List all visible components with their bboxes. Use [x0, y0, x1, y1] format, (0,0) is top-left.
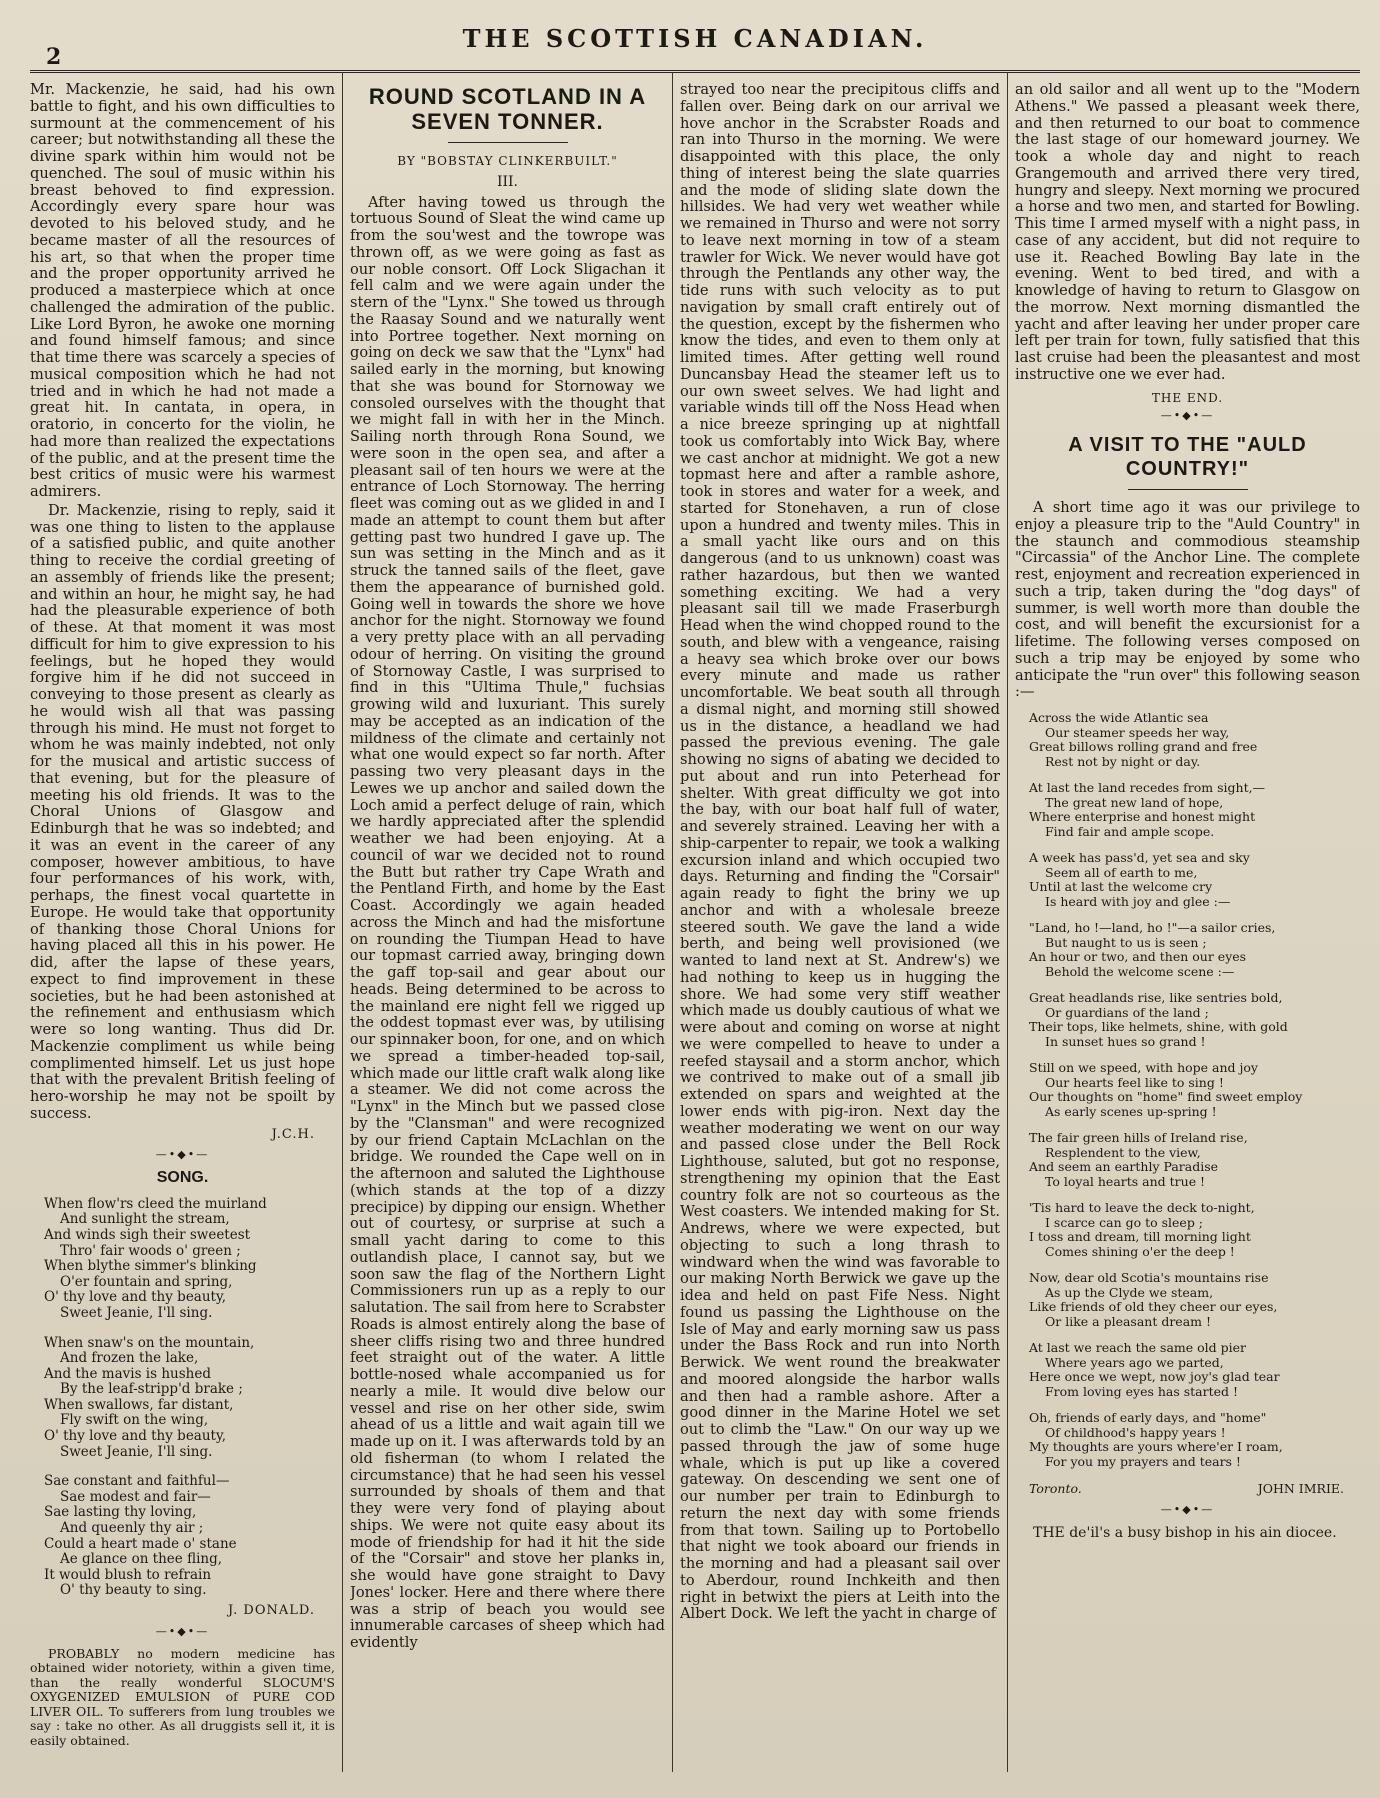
verse-line: Great headlands rise, like sentries bold,	[1029, 990, 1283, 1005]
verse-line: The fair green hills of Ireland rise,	[1029, 1130, 1248, 1145]
verse-line: Where enterprise and honest might	[1029, 809, 1256, 824]
verse-line: I toss and dream, till morning light	[1029, 1229, 1251, 1244]
stanza	[1029, 1061, 1360, 1119]
verse-line: O'er fountain and spring,	[60, 1273, 233, 1290]
verse-line: Sweet Jeanie, I'll sing.	[60, 1304, 213, 1321]
verse-line: Great billows rolling grand and free	[1029, 739, 1258, 754]
poem-author: JOHN IMRIE.	[1257, 1481, 1344, 1496]
verse-line: From loving eyes has started !	[1045, 1383, 1239, 1399]
masthead: THE SCOTTISH CANADIAN.	[462, 24, 928, 53]
verse-line: When flow'rs cleed the muirland	[44, 1195, 267, 1212]
stanza	[44, 1474, 335, 1599]
verse-line: An hour or two, and then our eyes	[1029, 949, 1247, 964]
verse-line: "Land, ho !—land, ho !"—a sailor cries,	[1029, 920, 1276, 935]
stanza	[44, 1336, 335, 1461]
title-rule	[448, 142, 568, 143]
verse-line: Ae glance on thee fling,	[60, 1551, 223, 1568]
verse-line: Sae modest and fair—	[60, 1488, 211, 1505]
verse-line: Behold the welcome scene :—	[1045, 963, 1235, 979]
song-verse	[44, 1197, 335, 1599]
verse-line: For you my prayers and tears !	[1045, 1453, 1241, 1469]
verse-line: Where years ago we parted,	[1045, 1354, 1224, 1370]
verse-line: Still on we speed, with hope and joy	[1029, 1060, 1258, 1075]
stanza	[1029, 1271, 1360, 1329]
article-title: ROUND SCOTLAND IN A SEVEN TONNER.	[368, 84, 647, 134]
verse-line: Sweet Jeanie, I'll sing.	[60, 1443, 213, 1460]
verse-line: Or like a pleasant dream !	[1045, 1313, 1212, 1329]
verse-line: Resplendent to the view,	[1045, 1144, 1201, 1160]
page-number: 2	[46, 44, 62, 70]
verse-line: Until at last the welcome cry	[1029, 879, 1213, 894]
verse-line: Their tops, like helmets, shine, with gold	[1029, 1019, 1288, 1034]
verse-line: Is heard with joy and glee :—	[1045, 893, 1231, 909]
poem-signature	[1029, 1481, 1344, 1498]
verse-line: And seem an earthly Paradise	[1029, 1159, 1219, 1174]
poem	[1029, 711, 1360, 1469]
stanza	[1029, 851, 1360, 909]
article-intro: A short time ago it was our privilege to enjoy a pleasure trip to the "Auld Country" in the staunch and commodious steamship "Circassia" of the Anchor Line. The complete rest, enjoyment and recreation experienced in such a trip, taken during the "dog days" of summer, is well worth more than double the cost, and will benefit the excursionist for a lifetime. The following verses composed on such a trip may be enjoyed by some who anticipate the "run over" this following season :—	[1015, 499, 1360, 701]
article-byline: BY "BOBSTAY CLINKERBUILT."	[397, 154, 618, 168]
verse-line: Of childhood's happy years !	[1045, 1424, 1226, 1440]
verse-line: In sunset hues so grand !	[1045, 1033, 1206, 1049]
column-rule	[1007, 72, 1008, 1772]
verse-line: Rest not by night or day.	[1045, 753, 1201, 769]
poem-place: Toronto.	[1029, 1481, 1082, 1496]
verse-line: Sae lasting thy loving,	[44, 1504, 197, 1521]
verse-line: And sunlight the stream,	[60, 1211, 230, 1228]
the-end-label: THE END.	[1151, 390, 1224, 405]
verse-line: The great new land of hope,	[1045, 794, 1224, 810]
verse-line: Comes shining o'er the deep !	[1045, 1243, 1235, 1259]
ornament-divider: —•◆•—	[155, 1148, 210, 1162]
verse-line: When blythe simmer's blinking	[44, 1258, 257, 1275]
ornament-divider: —•◆•—	[1160, 1502, 1215, 1516]
verse-line: By the leaf-stripp'd brake ;	[60, 1381, 243, 1398]
ornament-divider: —•◆•—	[155, 1624, 210, 1638]
verse-line: And the mavis is hushed	[44, 1365, 211, 1382]
stanza	[1029, 1341, 1360, 1399]
verse-line: And frozen the lake,	[60, 1350, 199, 1367]
verse-line: To loyal hearts and true !	[1045, 1173, 1206, 1189]
article-body-continued: an old sailor and all went up to the "Modern Athens." We passed a pleasant week there, and then returned to our boat to commence the last stage of our homeward journey. We took a whole day and night to reach Grangemouth and arrived there very tired, hungry and sleepy. Next morning we procured a horse and two men, and started for Bowling. This time I armed myself with a night pass, in case of any accident, but did not require to use it. Reached Bowling Bay late in the evening. Went to bed tired, and with a knowledge of having to return to Glasgow on the morrow. Next morning dismantled the yacht and after leaving her under proper care left per train for town, fully satisfied that this last cruise had been the pleasantest and most instructive one we ever had.	[1015, 82, 1360, 383]
verse-line: Or guardians of the land ;	[1045, 1004, 1209, 1020]
verse-line: 'Tis hard to leave the deck to-night,	[1029, 1200, 1255, 1215]
verse-line: Like friends of old they cheer our eyes,	[1029, 1299, 1278, 1314]
article-paragraph: Mr. Mackenzie, he said, had his own battle to fight, and his own difficulties to surmount at the commencement of his career; but notwithstanding all these the divine spark within him would not be quenched. The soul of music within his breast behoved to find expression. Accordingly every spare hour was devoted to his beloved study, and he became master of all the resources of his art, so that when the proper time and the proper opportunity arrived he produced a masterpiece which at once challenged the admiration of the public. Like Lord Byron, he awoke one morning and found himself famous; and since that time there was scarcely a species of musical composition which he had not tried and in which he had not made a great hit. In cantata, in opera, in oratorio, in concerto for the violin, he had more than realized the expectations of the public, and at the present time the best critics of music were his warmest admirers.	[30, 82, 335, 500]
article-part-number: III.	[496, 173, 519, 190]
stanza	[1029, 1131, 1360, 1189]
verse-line: O' thy beauty to sing.	[60, 1582, 207, 1599]
verse-line: Sae constant and faithful—	[44, 1473, 230, 1490]
stanza	[1029, 991, 1360, 1049]
verse-line: Thro' fair woods o' green ;	[60, 1242, 241, 1259]
verse-line: And queenly thy air ;	[60, 1520, 204, 1537]
song-signature: J. DONALD.	[227, 1603, 315, 1618]
verse-line: Our steamer speeds her way,	[1045, 724, 1230, 740]
verse-line: Now, dear old Scotia's mountains rise	[1029, 1270, 1269, 1285]
article-paragraph: Dr. Mackenzie, rising to reply, said it was one thing to listen to the applause of a satisfied public, and quite another thing to receive the cordial greeting of an assembly of friends like the present; and within an hour, he might say, he had had the pleasurable experience of both of these. At that moment it was most difficult for him to give expression to his feelings, but he hoped they would forgive him if he did not succeed in conveying to those present as clearly as he would wish all that was passing through his mind. He must not forget to whom he was mainly indebted, not only for the musical and artistic success of that evening, but for the pleasure of meeting his old friends. It was to the Choral Unions of Glasgow and Edinburgh that he was so indebted; and it was an event in the career of any composer, however ambitious, to have four performances of his work, with, perhaps, the finest vocal quartette in Europe. He would take that opportunity of thanking those Choral Unions for having placed all this in his power. He did, after the lapse of these years, expect to find improvement in these societies, but he had been astonished at the refinement and enthusiasm which were so long wanting. Thus did Dr. Mackenzie compliment us while being complimented himself. Let us just hope that with the prevalent British feeling of hero-worship he may not be spoilt by success.	[30, 501, 335, 1122]
verse-line: And winds sigh their sweetest	[44, 1226, 251, 1243]
column-3	[680, 82, 1000, 1778]
verse-line: Fly swift on the wing,	[60, 1412, 209, 1429]
verse-line: Could a heart made o' stane	[44, 1535, 237, 1552]
verse-line: Across the wide Atlantic sea	[1029, 710, 1209, 725]
column-2	[350, 82, 665, 1778]
verse-line: Here once we wept, now joy's glad tear	[1029, 1369, 1280, 1384]
column-1	[30, 82, 335, 1778]
column-4	[1015, 82, 1360, 1778]
article-body: After having towed us through the tortuous Sound of Sleat the wind came up from the sou'west and the towrope was thrown off, as we were going as fast as our noble consort. Off Lock Sligachan it fell calm and we were again under the stern of the "Lynx." She towed us through the Raasay Sound and we naturally went into Portree together. Next morning on going on deck we saw that the "Lynx" had sailed early in the morning, but knowing that she was bound for Stornoway we consoled ourselves with the thought that we might fall in with her in the Minch. Sailing north through Rona Sound, we were soon in the open sea, and after a pleasant sail of ten hours we were at the entrance of Loch Stornoway. The herring fleet was coming out as we glided in and I made an attempt to count them but after getting past two hundred I gave up. The sun was setting in the Minch and as it struck the tanned sails of the fleet, gave them the appearance of burnished gold. Going well in towards the shore we hove anchor for the night. Stornoway we found a very pretty place with an all pervading odour of herring. On visiting the ground of Stornoway Castle, I was surprised to find in this "Ultima Thule," fuchsias growing wild and luxuriant. This surely may be accepted as an indication of the mildness of the climate and certainly not what one would expect so far north. After passing two very pleasant days in the Lewes we up anchor and sailed down the Loch amid a perfect deluge of rain, which we hardly appreciated after the splendid weather we had been enjoying. At a council of war we decided not to round the Butt but rather try Cape Wrath and the Pentland Firth, and home by the East Coast. Accordingly we again headed across the Minch and had the misfortune on rounding the Tiumpan Head to have our topmast carried away, bringing down the gaff top-sail and gear about our heads. Being determined to be across to the mainland ere night fell we rigged up the oddest topmast ever was, by utilising our spinnaker boon, for one, and on which we spread a timber-headed top-sail, which made our little craft walk along like a steamer. We did not come across the "Lynx" in the Minch but we passed close by the "Clansman" and were recognized by our friend Captain McLachlan on the bridge. We rounded the Cape well on in the afternoon and saluted the Lighthouse (which stands at the top of a dizzy precipice) by dipping our ensign. Whether out of courtesy, or surprise at such a small yacht daring to come to this outlandish place, I cannot say, but we soon saw the flag of the Northern Light Commissioners run up as a reply to our salutation. The sail from here to Scrabster Roads is almost entirely along the base of sheer cliffs rising two and three hundred feet straight out of the water. A little bottle-nosed whale accompanied us for nearly a mile. It would dive below our vessel and rise on her other side, swim ahead of us a little and wait again till we made up on it. I was afterwards told by an old fisherman (to whom I related the circumstance) that he had seen his vessel surrounded by shoals of them and that they were very fond of playing about ships. We were not quite easy about its mode of friendship for had it hit the side of the "Corsair" and stove her planks in, she would have gone straight to Davy Jones' locker. Here and there where there was a strip of beach you would see innumerable carcases of sheep which had evidently	[350, 193, 665, 1651]
verse-line: Oh, friends of early days, and "home"	[1029, 1410, 1267, 1425]
article-signature: J.C.H.	[271, 1126, 315, 1142]
verse-line: Find fair and ample scope.	[1045, 823, 1215, 839]
verse-line: A week has pass'd, yet sea and sky	[1029, 850, 1250, 865]
stanza	[1029, 711, 1360, 769]
verse-line: At last the land recedes from sight,—	[1029, 780, 1266, 795]
verse-line: As up the Clyde we steam,	[1045, 1284, 1214, 1300]
verse-line: O' thy love and thy beauty,	[44, 1289, 227, 1306]
verse-line: My thoughts are yours where'er I roam,	[1029, 1439, 1283, 1454]
verse-line: At last we reach the same old pier	[1029, 1340, 1246, 1355]
stanza	[44, 1197, 335, 1322]
stanza	[1029, 921, 1360, 979]
verse-line: Our hearts feel like to sing !	[1045, 1074, 1224, 1090]
page-header	[30, 18, 1360, 73]
verse-line: As early scenes up-spring !	[1045, 1103, 1217, 1119]
verse-line: O' thy love and thy beauty,	[44, 1428, 227, 1445]
article-title: A VISIT TO THE "AULD COUNTRY!"	[1068, 434, 1307, 480]
stanza	[1029, 781, 1360, 839]
advertisement: PROBABLY no modern medicine has obtained wider notoriety, within a given time, than the really wonderful SLOCUM'S OXYGENIZED EMULSION of PURE COD LIVER OIL. To sufferers from lung troubles we say : take no other. As all druggists sell it, it is easily obtained.	[30, 1645, 335, 1748]
verse-line: But naught to us is seen ;	[1045, 934, 1207, 950]
verse-line: Seem all of earth to me,	[1045, 864, 1198, 880]
song-title: SONG.	[156, 1169, 209, 1186]
column-rule	[672, 72, 673, 1772]
verse-line: Our thoughts on "home" find sweet employ	[1029, 1089, 1303, 1104]
ornament-divider: —•◆•—	[1160, 409, 1215, 423]
verse-line: It would blush to refrain	[44, 1566, 212, 1583]
verse-line: When swallows, far distant,	[44, 1396, 234, 1413]
closing-proverb: THE de'il's a busy bishop in his ain diocee.	[1033, 1524, 1337, 1541]
verse-line: I scarce can go to sleep ;	[1045, 1214, 1204, 1230]
column-rule	[342, 72, 343, 1772]
verse-line: When snaw's on the mountain,	[44, 1334, 255, 1351]
title-rule	[1128, 489, 1248, 490]
article-body-continued: strayed too near the precipitous cliffs and fallen over. Being dark on our arrival we hove anchor in the Scrabster Roads and ran into Thurso in the morning. We were disappointed with this place, the only thing of interest being the slate quarries and the mode of sliding slate down the hillsides. We had very wet weather while we remained in Thurso and were not sorry to leave next morning in tow of a steam trawler for Wick. We never would have got through the Pentlands any other way, the tide runs with such velocity as to put navigation by small craft entirely out of the question, except by the fishermen who know the tides, and even to them only at limited times. After getting well round Duncansbay Head the steamer left us to our own sweet selves. We had light and variable winds till off the Noss Head when a nice breeze springing up at nightfall took us comfortably into Wick Bay, where we cast anchor at midnight. We got a new topmast here and after a ramble ashore, took in stores and water for a week, and started for Stonehaven, a run of close upon a hundred and twenty miles. This in a small yacht like ours and on this dangerous (and to us unknown) coast was rather hazardous, but then we wanted something exciting. We had a very pleasant sail till we made Fraserburgh Head when the wind chopped round to the south, and blew with a vengeance, raising a heavy sea which broke over our bows every minute and made us rather uncomfortable. We beat south all through a dismal night, and morning still showed us in the distance, a headland we had passed the previous evening. The gale showing no signs of abating we decided to put about and run into Peterhead for shelter. With great difficulty we got into the bay, with our boat half full of water, and severely strained. Leaving her with a ship-carpenter to repair, we took a walking excursion inland and which occupied two days. Returning and finding the "Corsair" again ready to fight the briny we up anchor and with a wholesale breeze steered south. We gave the land a wide berth, and being well provisioned (we wanted to land next at St. Andrew's) we had nothing to keep us in hugging the shore. We had some very stiff weather which made us doubly cautious of what we were about and coming on worse at night we were compelled to heave to under a reefed staysail and a storm anchor, which we contrived to make out of a small jib extended on spars and weighted at the lower ends with pig-iron. Next day the weather moderating we went on our way and passed close under the Bell Rock Lighthouse, saluted, but got no response, strengthening my opinion that the East country folk are not so courteous as the West coasters. We intended making for St. Andrews, where we were expected, but objecting to such a long thrash to windward when the wind was favorable to our making North Berwick we gave up the idea and held on past Fife Ness. Night found us passing the Lighthouse on the Isle of May and early morning saw us pass under the Bass Rock and run into North Berwick. We went round the breakwater and moored alongside the harbor walls and then had a ramble ashore. After a good dinner in the Marine Hotel we set out to climb the "Law." On our way up we passed through the jaw of some huge whale, which is put up like a covered gateway. On descending we sent one of our number per train to Edinburgh to return the next day with some friends from that town. Sailing up to Portobello that night we took aboard our friends in the morning and had a pleasant sail over to Aberdour, round Inchkeith and then right in betwixt the piers at Leith into the Albert Dock. We left the yacht in charge of	[680, 82, 1000, 1623]
stanza	[1029, 1201, 1360, 1259]
stanza	[1029, 1411, 1360, 1469]
